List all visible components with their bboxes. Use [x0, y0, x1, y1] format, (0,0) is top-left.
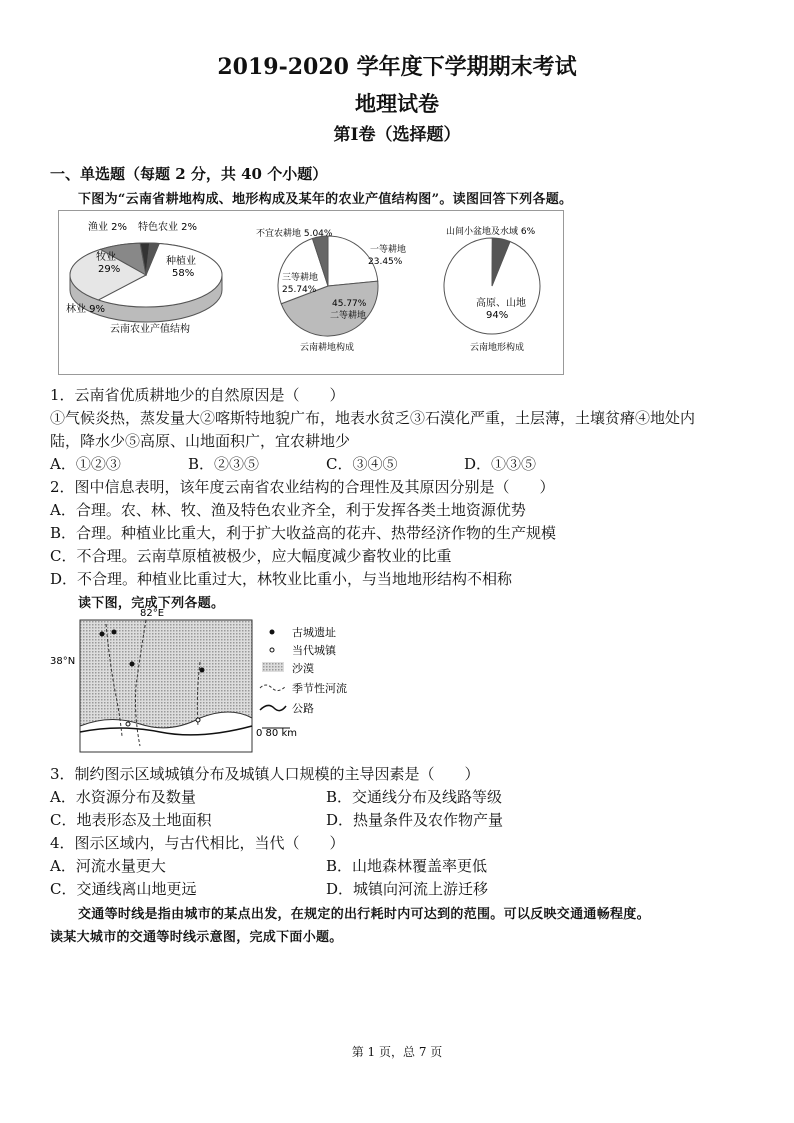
pie2-label-second: 二等耕地: [330, 311, 367, 321]
q3-option-c: C．地表形态及土地面积: [50, 811, 212, 829]
q1-option-a: A．①②③: [50, 455, 121, 473]
q1-text-line1: ①气候炎热，蒸发量大②喀斯特地貌广布，地表水贫乏③石漠化严重，土层薄，土壤贫瘠④地处内: [50, 409, 696, 427]
pie2-label-first-pct: 23.45%: [368, 257, 403, 267]
pie1-label-forest: 林业 9%: [66, 304, 106, 315]
legend-ancient-label: 古城遗址: [292, 626, 336, 639]
map-figure: [50, 606, 370, 758]
map-ancient-city: [130, 662, 135, 667]
exam-title: 2019-2020 学年度下学期期末考试: [217, 54, 577, 80]
q4-option-c: C．交通线离山地更远: [50, 880, 197, 898]
pie3-label-basin: 山间小盆地及水域 6%: [446, 227, 536, 237]
q1-option-c: C．③④⑤: [326, 455, 398, 473]
pie1-label-special: 特色农业 2%: [138, 222, 198, 233]
pie-charts-figure: [58, 210, 564, 375]
q3-option-d: D．热量条件及农作物产量: [326, 811, 504, 829]
pie3-label-highland-pct: 94%: [486, 310, 509, 321]
part-title: 第Ⅰ卷（选择题）: [333, 125, 461, 145]
map-modern-town: [196, 718, 200, 722]
q4-option-d: D．城镇向河流上游迁移: [326, 880, 489, 898]
map-lon-label: 82°E: [140, 608, 165, 619]
subject-title: 地理试卷: [355, 91, 439, 116]
q4-option-a: A．河流水量更大: [50, 857, 166, 875]
q3-stem: 3．制约图示区域城镇分布及城镇人口规模的主导因素是（ ）: [50, 765, 480, 783]
intro-isochrone-line2: 读某大城市的交通等时线示意图，完成下面小题。: [50, 930, 343, 945]
q2-option-d: D．不合理。种植业比重过大，林牧业比重小，与当地地形结构不相称: [50, 570, 513, 588]
legend-modern-icon: [270, 648, 274, 652]
q1-option-d: D．①③⑤: [464, 455, 537, 473]
q2-option-c: C．不合理。云南草原植被极少，应大幅度减少畜牧业的比重: [50, 547, 452, 565]
q1-stem: 1．云南省优质耕地少的自然原因是（ ）: [50, 386, 345, 404]
pie3-caption: 云南地形构成: [470, 343, 525, 353]
map-modern-town: [126, 722, 130, 726]
map-lat-label: 38°N: [50, 656, 76, 667]
page-footer: 第 1 页，总 7 页: [351, 1045, 443, 1059]
pie2-label-unfit: 不宜农耕地 5.04%: [256, 229, 333, 239]
pie2-label-third-pct: 25.74%: [282, 285, 317, 295]
q3-option-a: A．水资源分布及数量: [50, 788, 196, 806]
pie2-label-second-pct: 45.77%: [332, 299, 367, 309]
q4-stem: 4．图示区域内，与古代相比，当代（ ）: [50, 834, 345, 852]
map-ancient-city: [100, 632, 105, 637]
pie1-label-fish: 渔业 2%: [88, 222, 128, 233]
q2-option-a: A．合理。农、林、牧、渔及特色农业齐全，利于发挥各类土地资源优势: [50, 501, 526, 519]
q1-option-b: B．②③⑤: [188, 455, 260, 473]
legend-ancient-icon: [270, 630, 275, 635]
q3-option-b: B．交通线分布及线路等级: [326, 788, 503, 806]
scale-label: 0 80 km: [256, 728, 297, 739]
pie2-label-first: 一等耕地: [370, 245, 407, 255]
map-ancient-city: [200, 668, 205, 673]
intro-map: 读下图，完成下列各题。: [78, 596, 225, 611]
pie3-terrain: [444, 225, 540, 353]
legend-road-icon: [260, 705, 286, 710]
pie1-label-crop: 种植业: [166, 256, 196, 267]
legend-desert-label: 沙漠: [292, 662, 314, 675]
pie1-label-crop-pct: 58%: [172, 268, 195, 279]
pie2-label-third: 三等耕地: [282, 273, 319, 283]
intro-isochrone-line1: 交通等时线是指由城市的某点出发，在规定的出行耗时内可达到的范围。可以反映交通通畅程度。: [78, 907, 650, 922]
pie1-caption: 云南农业产值结构: [110, 324, 190, 335]
q2-option-b: B．合理。种植业比重大，利于扩大收益高的花卉、热带经济作物的生产规模: [50, 524, 557, 542]
q1-text-line2: 陆，降水少⑤高原、山地面积广，宜农耕地少: [50, 432, 351, 450]
pie1-agri-output: [66, 220, 222, 335]
legend-modern-label: 当代城镇: [292, 644, 336, 657]
pie2-caption: 云南耕地构成: [300, 343, 355, 353]
section-heading: 一、单选题（每题 2 分，共 40 个小题）: [50, 165, 328, 183]
pie2-farmland: [256, 227, 406, 353]
pie1-label-herd: 牧业: [96, 252, 116, 263]
legend-desert-icon: [262, 662, 284, 672]
legend-road-label: 公路: [292, 702, 314, 715]
legend-river-label: 季节性河流: [292, 682, 347, 695]
pie1-label-herd-pct: 29%: [98, 264, 121, 275]
legend-river-icon: [260, 685, 286, 691]
map-ancient-city: [112, 630, 117, 635]
intro-charts: 下图为“云南省耕地构成、地形构成及某年的农业产值结构图”。读图回答下列各题。: [78, 192, 573, 207]
q2-stem: 2．图中信息表明，该年度云南省农业结构的合理性及其原因分别是（ ）: [50, 478, 555, 496]
q4-option-b: B．山地森林覆盖率更低: [326, 857, 488, 875]
pie3-label-highland: 高原、山地: [476, 298, 526, 309]
